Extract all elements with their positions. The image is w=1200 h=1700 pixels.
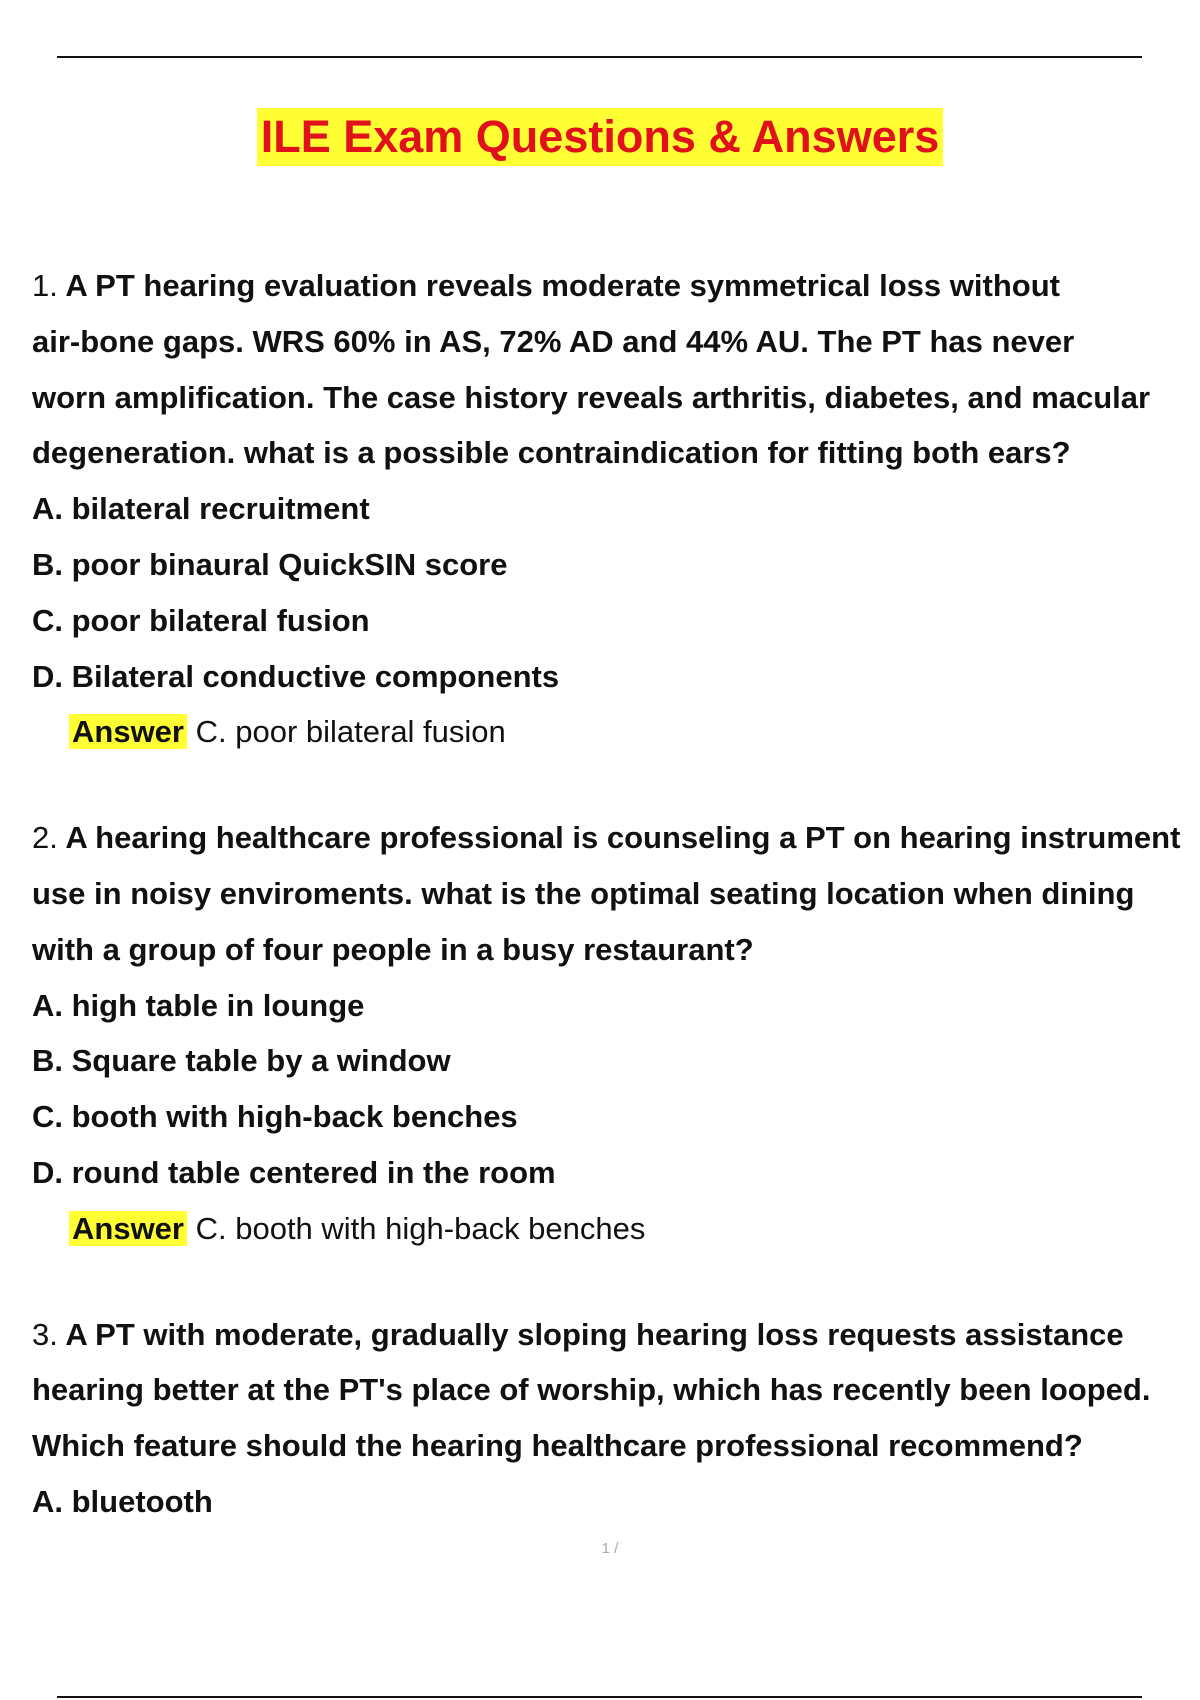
question-3-number: 3. [32, 1316, 58, 1352]
question-3-line-1: 3. A PT with moderate, gradually sloping hearing loss requests assistance [32, 1316, 1124, 1352]
question-1-line-4: degeneration. what is a possible contraindication for fitting both ears? [32, 435, 1071, 471]
question-3-options [32, 1474, 1200, 1530]
question-1-answer [32, 704, 1200, 760]
question-2-answer-text: C. booth with high-back benches [195, 1210, 646, 1246]
question-2-option-c: C. booth with high-back benches [32, 1099, 518, 1135]
question-1-option-a: A. bilateral recruitment [32, 491, 370, 527]
question-2-options [32, 978, 1200, 1201]
question-2-line-2: use in noisy enviroments. what is the optimal seating location when dining [32, 875, 1135, 911]
question-1-line-3: worn amplification. The case history reveals arthritis, diabetes, and macular [32, 379, 1151, 415]
title-container [0, 108, 1200, 166]
question-2-option-b: B. Square table by a window [32, 1043, 451, 1079]
question-2-line-1: 2. A hearing healthcare professional is counseling a PT on hearing instrument [32, 820, 1181, 856]
question-1-answer-text: C. poor bilateral fusion [195, 714, 506, 750]
question-2-number: 2. [32, 820, 58, 856]
question-1-option-b: B. poor binaural QuickSIN score [32, 546, 508, 582]
question-2-line-3: with a group of four people in a busy restaurant? [32, 931, 754, 967]
question-2-option-a: A. high table in lounge [32, 987, 365, 1023]
answer-label: Answer [69, 714, 187, 749]
question-2-option-d: D. round table centered in the room [32, 1154, 556, 1190]
question-2-answer [32, 1201, 1200, 1257]
question-1-option-c: C. poor bilateral fusion [32, 602, 370, 638]
question-1 [32, 258, 1200, 760]
document-title: ILE Exam Questions & Answers [257, 108, 944, 166]
question-1-line-1: 1. A PT hearing evaluation reveals moderate symmetrical loss without [32, 268, 1060, 303]
question-3 [32, 1307, 1200, 1530]
answer-label: Answer [69, 1211, 187, 1246]
top-divider [57, 56, 1142, 58]
question-2 [32, 810, 1200, 1256]
question-1-number: 1. [32, 268, 58, 303]
question-1-line-2: air-bone gaps. WRS 60% in AS, 72% AD and 44% AU. The PT has never [32, 323, 1075, 359]
bottom-divider [57, 1696, 1142, 1698]
question-1-options [32, 481, 1200, 704]
question-3-option-a: A. bluetooth [32, 1483, 213, 1519]
page-number: 1 / [601, 1540, 619, 1557]
question-3-line-2: hearing better at the PT's place of worship, which has recently been looped. [32, 1372, 1151, 1408]
document-body [32, 258, 1200, 1580]
question-1-option-d: D. Bilateral conductive components [32, 658, 560, 694]
question-3-line-3: Which feature should the hearing healthcare professional recommend? [32, 1428, 1083, 1464]
